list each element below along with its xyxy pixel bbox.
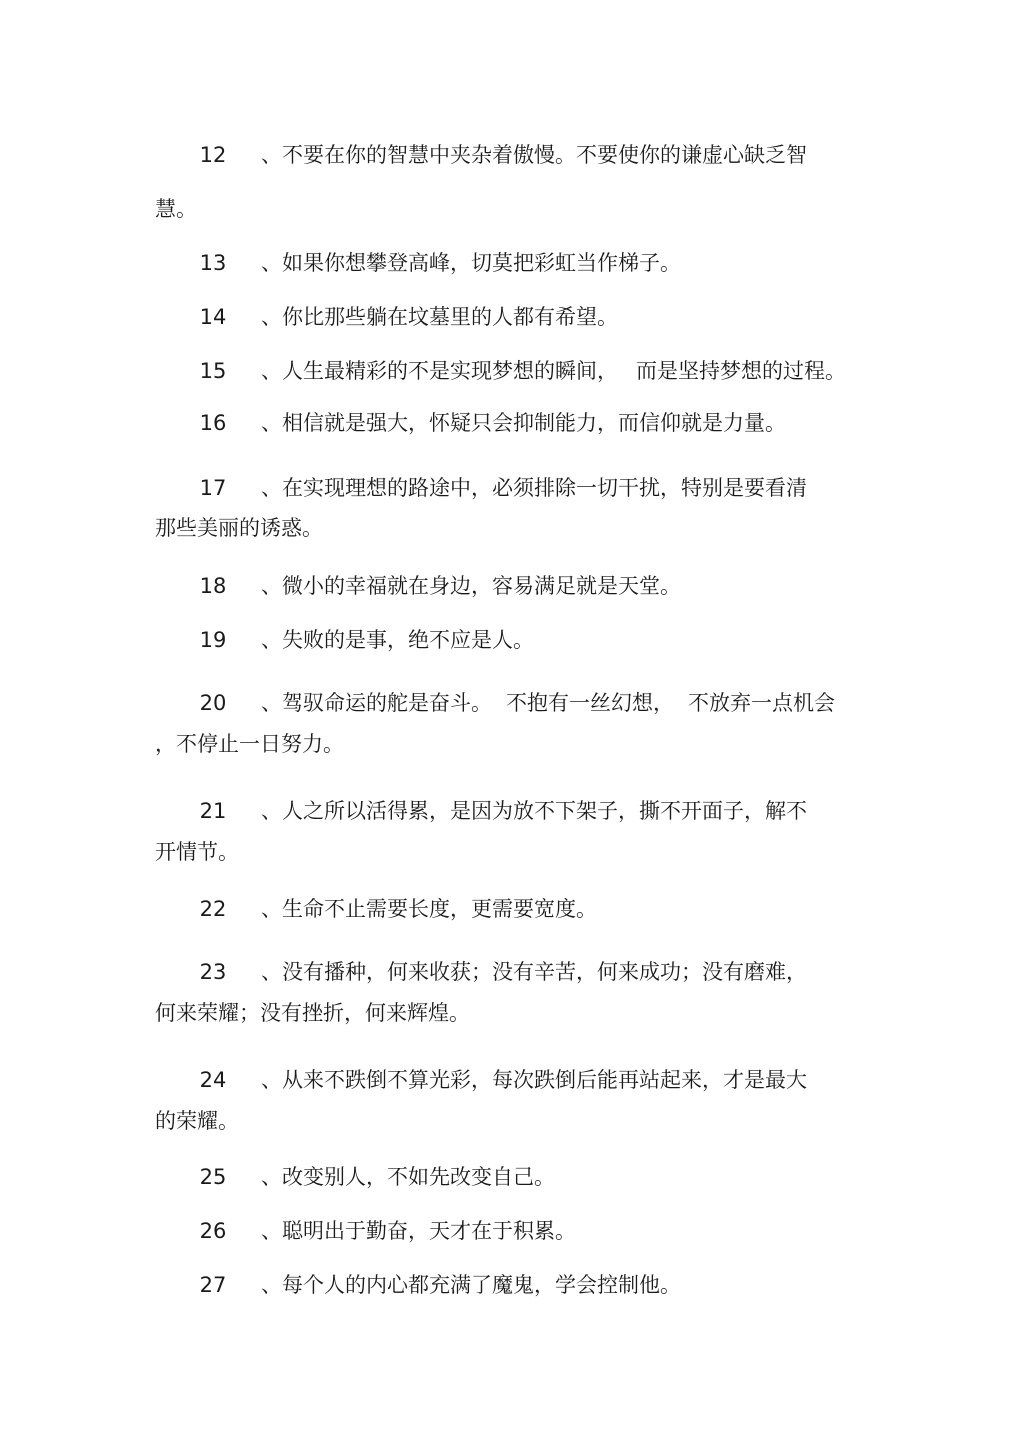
entry-continuation: 那些美丽的诱惑。 — [155, 516, 323, 540]
entry-number: 17 — [199, 476, 227, 500]
entry-continuation: 慧。 — [155, 197, 197, 221]
entry-continuation: ，不停止一日努力。 — [155, 732, 344, 756]
entry-text: 、在实现理想的路途中，必须排除一切干扰，特别是要看清 — [261, 476, 807, 500]
entry-25 — [155, 1163, 855, 1191]
entry-20-continuation — [155, 730, 855, 758]
entry-number: 14 — [199, 305, 227, 329]
entry-24-continuation — [155, 1107, 855, 1135]
entry-12 — [155, 141, 855, 169]
entry-text: 、聪明出于勤奋，天才在于积累。 — [261, 1219, 576, 1243]
entry-text-b: 而是坚持梦想的过程。 — [636, 359, 846, 383]
entry-text: 、没有播种，何来收获；没有辛苦，何来成功；没有磨难， — [261, 960, 807, 984]
entry-continuation: 的荣耀。 — [155, 1109, 239, 1133]
entry-20 — [155, 689, 855, 717]
entry-number: 18 — [199, 574, 227, 598]
entry-number: 12 — [199, 143, 227, 167]
entry-text: 、生命不止需要长度，更需要宽度。 — [261, 897, 597, 921]
entry-27 — [155, 1271, 855, 1299]
entry-text: 、驾驭命运的舵是奋斗。 — [261, 691, 492, 715]
entry-22 — [155, 895, 855, 923]
entry-21 — [155, 797, 855, 825]
entry-continuation: 开情节。 — [155, 840, 239, 864]
entry-text-b: 不抱有一丝幻想， — [506, 691, 674, 715]
entry-text: 、如果你想攀登高峰，切莫把彩虹当作梯子。 — [261, 251, 681, 275]
entry-21-continuation — [155, 838, 855, 866]
entry-17-continuation — [155, 514, 855, 542]
entry-text: 、微小的幸福就在身边，容易满足就是天堂。 — [261, 574, 681, 598]
entry-23 — [155, 958, 855, 986]
entry-text: 、改变别人，不如先改变自己。 — [261, 1165, 555, 1189]
entry-text-c: 不放弃一点机会 — [688, 691, 835, 715]
entry-13 — [155, 249, 855, 277]
entry-19 — [155, 626, 855, 654]
entry-12-continuation — [155, 195, 855, 223]
entry-number: 21 — [199, 799, 227, 823]
entry-number: 22 — [199, 897, 227, 921]
entry-number: 27 — [199, 1273, 227, 1297]
entry-text: 、不要在你的智慧中夹杂着傲慢。不要使你的谦虚心缺乏智 — [261, 143, 807, 167]
entry-18 — [155, 572, 855, 600]
entry-24 — [155, 1066, 855, 1094]
entry-number: 25 — [199, 1165, 227, 1189]
entry-15 — [155, 357, 855, 385]
entry-26 — [155, 1217, 855, 1245]
entry-text: 、相信就是强大，怀疑只会抑制能力，而信仰就是力量。 — [261, 411, 786, 435]
entry-text: 、从来不跌倒不算光彩，每次跌倒后能再站起来，才是最大 — [261, 1068, 807, 1092]
entry-number: 23 — [199, 960, 227, 984]
entry-number: 26 — [199, 1219, 227, 1243]
entry-text: 、每个人的内心都充满了魔鬼，学会控制他。 — [261, 1273, 681, 1297]
entry-16 — [155, 409, 855, 437]
entry-14 — [155, 303, 855, 331]
entry-17 — [155, 474, 855, 502]
entry-number: 15 — [199, 359, 227, 383]
entry-23-continuation — [155, 999, 855, 1027]
entry-text: 、人之所以活得累，是因为放不下架子，撕不开面子，解不 — [261, 799, 807, 823]
entry-number: 13 — [199, 251, 227, 275]
entry-continuation: 何来荣耀；没有挫折，何来辉煌。 — [155, 1001, 470, 1025]
entry-text: 、你比那些躺在坟墓里的人都有希望。 — [261, 305, 618, 329]
entry-number: 16 — [199, 411, 227, 435]
entry-number: 19 — [199, 628, 227, 652]
entry-number: 24 — [199, 1068, 227, 1092]
entry-text: 、人生最精彩的不是实现梦想的瞬间， — [261, 359, 618, 383]
entry-number: 20 — [199, 691, 227, 715]
entry-text: 、失败的是事，绝不应是人。 — [261, 628, 534, 652]
